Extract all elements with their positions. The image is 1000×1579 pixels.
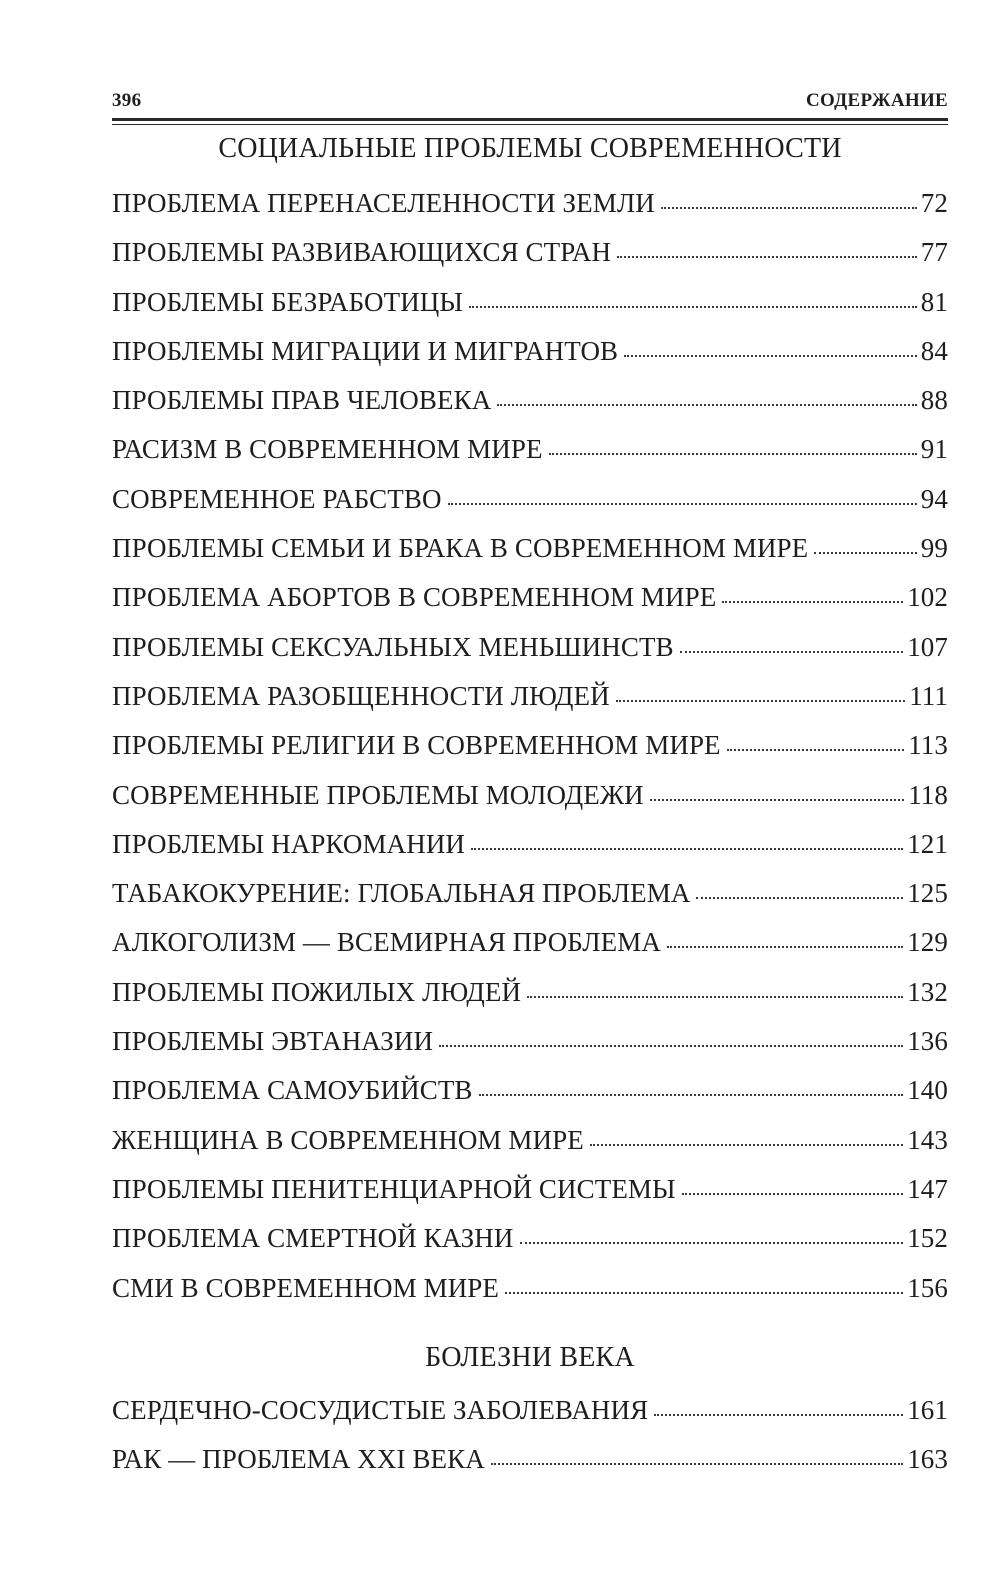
- toc-entry-title: СЕРДЕЧНО-СОСУДИСТЫЕ ЗАБОЛЕВАНИЯ: [112, 1395, 649, 1425]
- toc-entry[interactable]: [112, 1075, 948, 1124]
- toc-entry-page: 163: [907, 1444, 948, 1475]
- toc-entry[interactable]: [112, 1174, 948, 1223]
- toc-entry[interactable]: [112, 188, 948, 237]
- dot-leader: [727, 749, 905, 751]
- toc-entry[interactable]: [112, 1223, 948, 1272]
- toc-entry-title: ПРОБЛЕМЫ ПЕНИТЕНЦИАРНОЙ СИСТЕМЫ: [112, 1173, 676, 1204]
- toc-entry-title: ПРОБЛЕМЫ НАРКОМАНИИ: [112, 828, 466, 859]
- toc-entry[interactable]: [112, 1395, 948, 1444]
- toc-entry[interactable]: [112, 780, 948, 829]
- toc-entry-page: 147: [907, 1173, 948, 1204]
- toc-entry-title: ПРОБЛЕМЫ РЕЛИГИИ В СОВРЕМЕННОМ МИРЕ: [112, 730, 721, 761]
- toc-entry-title: РАСИЗМ В СОВРЕМЕННОМ МИРЕ: [112, 434, 543, 465]
- toc-entry-page: 136: [907, 1026, 948, 1057]
- dot-leader: [491, 1463, 903, 1465]
- toc-entry-title: ТАБАКОКУРЕНИЕ: ГЛОБАЛЬНАЯ ПРОБЛЕМА: [112, 878, 691, 909]
- toc-entry-page: 107: [907, 631, 948, 662]
- toc-entry-page: 125: [907, 878, 948, 909]
- toc-entry-title: ЖЕНЩИНА В СОВРЕМЕННОМ МИРЕ: [112, 1124, 584, 1155]
- toc-entry[interactable]: [112, 829, 948, 878]
- toc-entry-page: 88: [920, 385, 948, 416]
- toc-entry[interactable]: [112, 977, 948, 1026]
- header-rule-thin: [112, 124, 948, 125]
- dot-leader: [661, 207, 917, 209]
- toc-entry-title: ПРОБЛЕМА СМЕРТНОЙ КАЗНИ: [112, 1223, 514, 1254]
- toc-entry-title: ПРОБЛЕМЫ БЕЗРАБОТИЦЫ: [112, 286, 464, 317]
- toc-entry-page: 132: [907, 976, 948, 1007]
- toc-entry[interactable]: [112, 336, 948, 385]
- section-title-diseases: БОЛЕЗНИ ВЕКА: [425, 1342, 635, 1373]
- toc-list-diseases: [112, 1395, 948, 1494]
- toc-entry[interactable]: [112, 1273, 948, 1322]
- toc-entry-title: ПРОБЛЕМА РАЗОБЩЕННОСТИ ЛЮДЕЙ: [112, 680, 610, 711]
- dot-leader: [549, 453, 917, 455]
- section-title-social-problems: СОЦИАЛЬНЫЕ ПРОБЛЕМЫ СОВРЕМЕННОСТИ: [218, 133, 842, 164]
- toc-entry-title: ПРОБЛЕМА ПЕРЕНАСЕЛЕННОСТИ ЗЕМЛИ: [112, 188, 655, 218]
- toc-entry-page: 152: [907, 1223, 948, 1254]
- toc-entry[interactable]: [112, 287, 948, 336]
- toc-entry[interactable]: [112, 632, 948, 681]
- toc-entry-title: СОВРЕМЕННЫЕ ПРОБЛЕМЫ МОЛОДЕЖИ: [112, 779, 644, 810]
- dot-leader: [471, 848, 903, 850]
- toc-entry[interactable]: [112, 484, 948, 533]
- dot-leader: [479, 1094, 904, 1096]
- toc-entry-page: 81: [920, 286, 948, 317]
- toc-entry[interactable]: [112, 681, 948, 730]
- toc-entry-title: ПРОБЛЕМЫ МИГРАЦИИ И МИГРАНТОВ: [112, 335, 619, 366]
- toc-entry-title: СМИ В СОВРЕМЕННОМ МИРЕ: [112, 1272, 500, 1303]
- dot-leader: [505, 1292, 903, 1294]
- toc-entry[interactable]: [112, 1444, 948, 1493]
- dot-leader: [616, 700, 906, 702]
- dot-leader: [448, 503, 917, 505]
- dot-leader: [469, 306, 917, 308]
- toc-entry-title: ПРОБЛЕМЫ РАЗВИВАЮЩИХСЯ СТРАН: [112, 237, 612, 268]
- toc-entry-page: 118: [908, 779, 948, 810]
- toc-entry-title: АЛКОГОЛИЗМ — ВСЕМИРНАЯ ПРОБЛЕМА: [112, 927, 661, 958]
- toc-entry-title: ПРОБЛЕМЫ СЕКСУАЛЬНЫХ МЕНЬШИНСТВ: [112, 631, 674, 662]
- dot-leader: [696, 897, 903, 899]
- dot-leader: [617, 256, 917, 258]
- toc-entry[interactable]: [112, 582, 948, 631]
- toc-entry[interactable]: [112, 1026, 948, 1075]
- dot-leader: [722, 601, 903, 603]
- toc-entry-page: 113: [908, 730, 948, 761]
- dot-leader: [667, 946, 903, 948]
- dot-leader: [624, 355, 917, 357]
- running-header: [112, 82, 948, 112]
- toc-entry[interactable]: [112, 730, 948, 779]
- toc-entry-title: ПРОБЛЕМЫ СЕМЬИ И БРАКА В СОВРЕМЕННОМ МИРЕ: [112, 533, 809, 564]
- dot-leader: [590, 1144, 903, 1146]
- toc-entry-page: 102: [907, 582, 948, 613]
- toc-entry-page: 77: [920, 237, 948, 268]
- toc-entry-title: ПРОБЛЕМЫ ЭВТАНАЗИИ: [112, 1026, 434, 1057]
- dot-leader: [680, 651, 903, 653]
- toc-entry[interactable]: [112, 434, 948, 483]
- dot-leader: [650, 799, 904, 801]
- toc-entry-page: 84: [920, 335, 948, 366]
- page-number: 396: [112, 90, 142, 111]
- toc-entry-title: ПРОБЛЕМЫ ПРАВ ЧЕЛОВЕКА: [112, 385, 492, 416]
- toc-entry-title: РАК — ПРОБЛЕМА XXI ВЕКА: [112, 1444, 485, 1475]
- toc-entry-title: ПРОБЛЕМЫ ПОЖИЛЫХ ЛЮДЕЙ: [112, 976, 522, 1007]
- dot-leader: [682, 1193, 904, 1195]
- toc-entry[interactable]: [112, 878, 948, 927]
- dot-leader: [439, 1045, 903, 1047]
- toc-list-social-problems: [112, 188, 948, 1322]
- toc-entry-page: 111: [909, 680, 948, 711]
- toc-entry-page: 156: [907, 1272, 948, 1303]
- toc-entry-page: 94: [920, 483, 948, 514]
- toc-entry[interactable]: [112, 237, 948, 286]
- toc-entry-title: СОВРЕМЕННОЕ РАБСТВО: [112, 483, 442, 514]
- dot-leader: [814, 552, 917, 554]
- toc-entry-page: 99: [920, 533, 948, 564]
- toc-entry[interactable]: [112, 927, 948, 976]
- toc-entry-title: ПРОБЛЕМА АБОРТОВ В СОВРЕМЕННОМ МИРЕ: [112, 582, 717, 613]
- dot-leader: [497, 404, 916, 406]
- header-rule-thick: [112, 118, 948, 121]
- dot-leader: [527, 996, 903, 998]
- toc-entry[interactable]: [112, 385, 948, 434]
- toc-entry[interactable]: [112, 533, 948, 582]
- dot-leader: [520, 1242, 904, 1244]
- toc-entry-page: 91: [920, 434, 948, 465]
- toc-entry-page: 140: [907, 1075, 948, 1106]
- toc-entry[interactable]: [112, 1125, 948, 1174]
- running-title: СОДЕРЖАНИЕ: [806, 90, 948, 111]
- toc-entry-page: 129: [907, 927, 948, 958]
- toc-entry-page: 143: [907, 1124, 948, 1155]
- toc-entry-page: 121: [907, 828, 948, 859]
- toc-entry-page: 72: [920, 188, 948, 218]
- toc-entry-page: 161: [907, 1395, 948, 1425]
- dot-leader: [654, 1414, 903, 1416]
- toc-entry-title: ПРОБЛЕМА САМОУБИЙСТВ: [112, 1075, 473, 1106]
